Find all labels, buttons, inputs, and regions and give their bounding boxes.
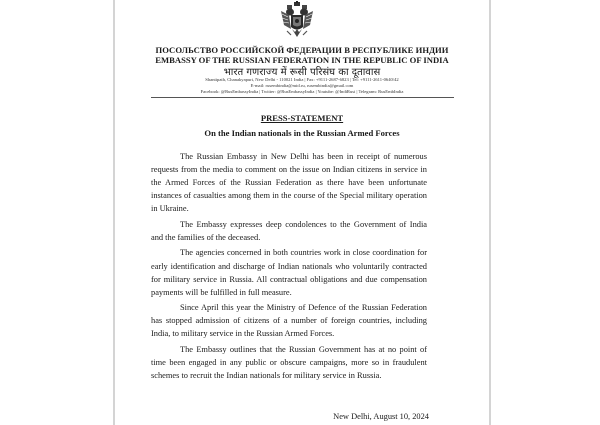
paragraph: The Embassy expresses deep condolences to the Government of India and the families of the deceased. bbox=[151, 219, 427, 242]
paragraph: The Embassy outlines that the Russian Government has at no point of time been engaged in any public or obscure campaigns, more so in fraudulent schemes to recruit the Indian nationals for military service in Russia. bbox=[151, 344, 427, 381]
place-and-date: New Delhi, August 10, 2024 bbox=[333, 412, 429, 421]
russian-coat-of-arms-icon bbox=[279, 1, 315, 41]
header-title-russian: ПОСОЛЬСТВО РОССИЙСКОЙ ФЕДЕРАЦИИ В РЕСПУБЛИКЕ ИНДИИ bbox=[155, 45, 449, 55]
paragraph: The agencies concerned in both countries work in close coordination for early identification and discharge of Indian nationals who voluntarily contracted for military service in Russia. All contractual obligations and due compensation payments will be fulfilled in full measure. bbox=[151, 248, 427, 297]
header-title-english: EMBASSY OF THE RUSSIAN FEDERATION IN THE REPUBLIC OF INDIA bbox=[155, 55, 449, 65]
header-social-links: Facebook: @RusEmbassyIndia | Twitter: @RusEmbassyIndia | Youtube: @IndiRusi | Telegram: RusEmbIndia bbox=[200, 89, 404, 94]
page-title: PRESS-STATEMENT bbox=[260, 113, 344, 123]
header-divider bbox=[151, 97, 454, 98]
header-title-hindi: भारत गणराज्य में रूसी परिसंघ का दूतावास bbox=[223, 67, 381, 78]
header-address: Shantipath, Chanakyapuri, New Delhi - 110021 India | Fax: +9111-2687-6823 | Tel: +9111-2611-0640/42 bbox=[205, 77, 399, 82]
paragraph: Since April this year the Ministry of Defence of the Russian Federation has stopped admission of citizens of a number of foreign countries, including India, to military service in the Russian Armed Forces. bbox=[151, 303, 427, 339]
document-page bbox=[113, 0, 491, 425]
paragraph: The Russian Embassy in New Delhi has been in receipt of numerous requests from the media to comment on the issue on Indian citizens in service in the Armed Forces of the Russian Federation as there have been unfortunate instances of casualties among them in the course of the Special military operation in Ukraine. bbox=[151, 152, 427, 214]
statement-body bbox=[151, 150, 427, 385]
page-subtitle: On the Indian nationals in the Russian Armed Forces bbox=[204, 128, 400, 138]
header-email: E-mail: rusembindia@mid.ru, rusembindia@gmail.com bbox=[250, 83, 354, 88]
